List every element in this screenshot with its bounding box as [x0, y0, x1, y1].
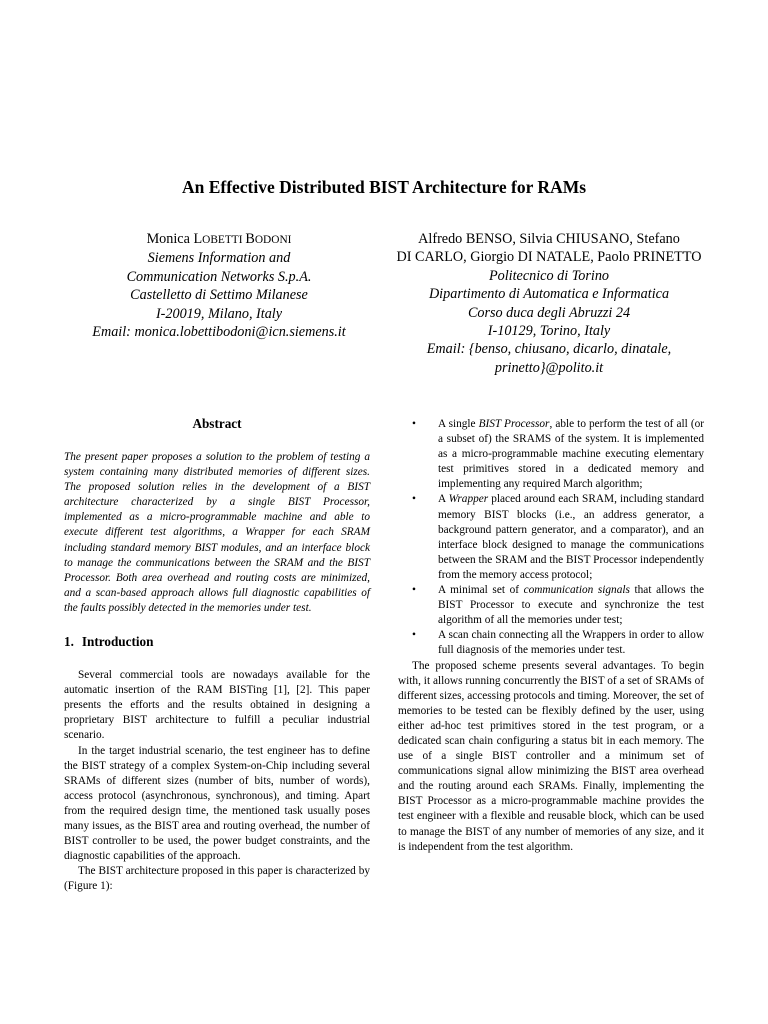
- left-column: [64, 416, 370, 894]
- affiliation-line: I-20019, Milano, Italy: [155, 305, 283, 322]
- abstract-text: The present paper proposes a solution to the problem of testing a system containing many distributed memories of different sizes. The proposed solution relies in the development of a BIST architecture characterized by a single BIST Processor, implemented as a micro-programmable machine and able to execute different test algorithms, a Wrapper for each SRAM including standard memory BIST modules, and an interface block to manage the communications between the SRAM and the BIST Processor. Both area overhead and routing costs are minimized, and a scan-based approach allows full diagnostic capabilities of the faults possibly detected in the memories under test.: [64, 451, 370, 614]
- author-names-line-1: Alfredo BENSO, Silvia CHIUSANO, Stefano: [418, 231, 680, 247]
- bullet-icon: •: [412, 493, 416, 506]
- author-name: Monica LOBETTI BODONI: [146, 231, 292, 247]
- affiliation-line: Siemens Information and: [147, 250, 291, 267]
- list-item: • A scan chain connecting all the Wrappers in order to allow full diagnosis of the memories under test.: [412, 629, 704, 657]
- abstract-heading: Abstract: [192, 416, 242, 431]
- body-paragraph: Several commercial tools are nowadays available for the automatic insertion of the RAM BISTing [1], [2]. This paper presents the efforts and the results obtained in designing a proprietary BIST architecture to fulfill a peculiar industrial scenario.: [64, 669, 370, 742]
- list-item: • A single BIST Processor, able to perform the test of all (or a subset of) the SRAMS of the system. It is implemented as a micro-programmable machine executing elementary test primitives stored in a dedicated memory and implementing any required March algorithm;: [412, 418, 704, 491]
- body-paragraph: The proposed scheme presents several advantages. To begin with, it allows running concurrently the BIST of a set of SRAMs of different sizes, accessing protocols and timing. Moreover, the set of memories to be tested can be flexibly defined by the user, using either ad-hoc test primitives stored in the test program, or a dedicated scan chain configuring a status bit in each memory. The use of a single BIST controller and a minimum set of communications signal allow minimizing the BIST area overhead and the routing around each SRAMs. Finally, implementing the BIST Processor as a micro-programmable machine provides the test engineer with a flexible and reusable block, which can be used to manage the BIST of any number of memories of any size, and it is independent from the test algorithm.: [398, 659, 704, 853]
- right-column: [398, 417, 704, 855]
- section-heading-introduction: 1. Introduction: [64, 634, 154, 650]
- list-item: • A minimal set of communication signals that allows the BIST Processor to execute and synchronize the test algorithm of all the memories under test;: [412, 584, 704, 627]
- author-affiliation-left: [64, 230, 374, 341]
- bullet-icon: •: [412, 418, 416, 430]
- affiliation-line: Communication Networks S.p.A.: [126, 268, 312, 285]
- body-paragraph: The BIST architecture proposed in this paper is characterized by (Figure 1):: [64, 865, 370, 893]
- bullet-icon: •: [412, 629, 416, 642]
- author-names-line-2: DI CARLO, Giorgio DI NATALE, Paolo PRINETTO: [396, 249, 702, 266]
- affiliation-line: Dipartimento di Automatica e Informatica: [428, 286, 670, 303]
- paper-title: An Effective Distributed BIST Architecture for RAMs: [181, 177, 587, 197]
- body-paragraph: In the target industrial scenario, the test engineer has to define the BIST strategy of a complex System-on-Chip including several SRAMs of different sizes (number of bits, number of words), access protocol (asynchronous, synchronous), and timing. Apart from the required design time, the mentioned task usually poses many issues, as the BIST area and routing overhead, the number of BIST controller to be used, the power budget constraints, and the diagnostic capabilities of the approach.: [64, 744, 370, 863]
- list-item: • A Wrapper placed around each SRAM, including standard memory BIST blocks (i.e., an address generator, a background pattern generator, and a comparator), and an interface block designed to manage the communications between the SRAM and the BIST Processor independently from the memory access protocol;: [412, 493, 704, 581]
- author-email: prinetto}@polito.it: [494, 359, 604, 376]
- author-email: Email: {benso, chiusano, dicarlo, dinatale,: [426, 341, 672, 358]
- affiliation-line: Corso duca degli Abruzzi 24: [467, 304, 631, 321]
- feature-list: [398, 417, 704, 659]
- affiliation-line: Politecnico di Torino: [488, 267, 610, 284]
- affiliation-line: I-10129, Torino, Italy: [487, 323, 611, 340]
- bullet-icon: •: [412, 584, 416, 597]
- author-affiliation-right: [391, 230, 707, 377]
- affiliation-line: Castelletto di Settimo Milanese: [130, 287, 308, 304]
- author-email: Email: monica.lobettibodoni@icn.siemens.it: [92, 324, 346, 341]
